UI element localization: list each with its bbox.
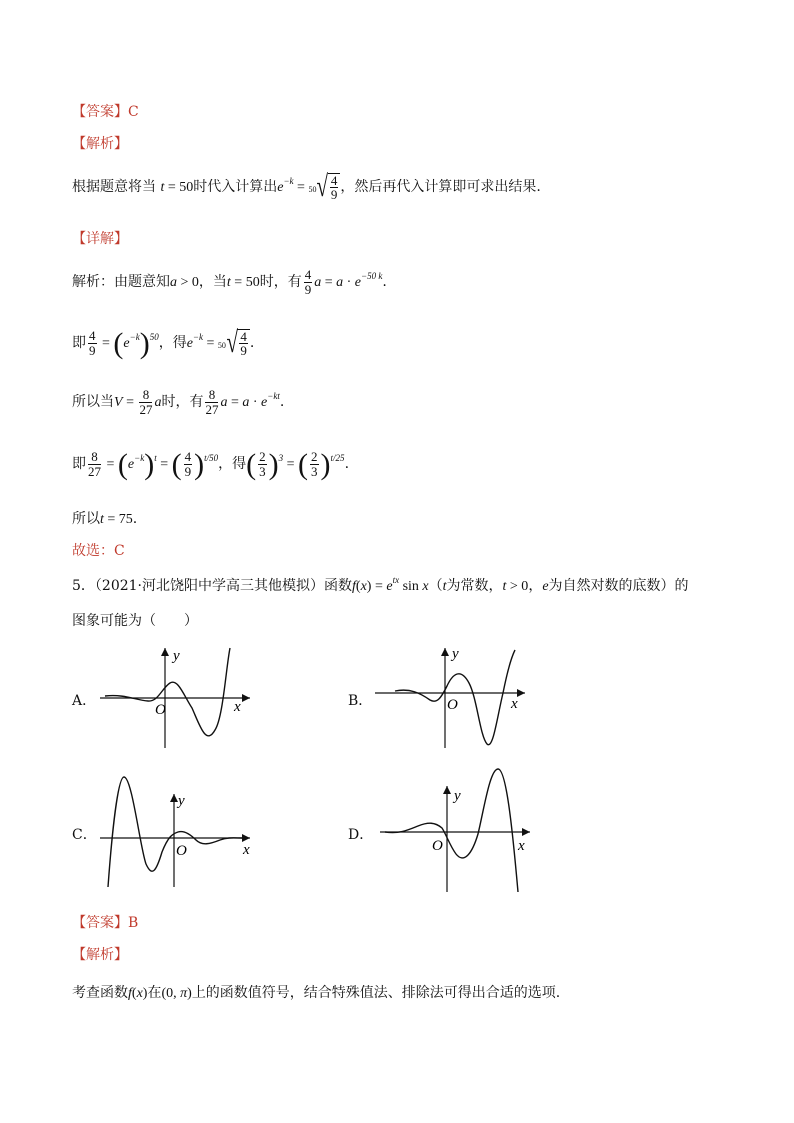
step-3: 所以当V = $\frac{8}{27}$ a时，有 $\frac{8}{27}$ $a = a \cdot e^{-kt}$.	[72, 387, 285, 417]
option-d-origin: O	[432, 838, 443, 854]
option-b-x-label: x	[511, 696, 518, 712]
answer-tag: 【答案】	[72, 104, 128, 120]
option-d-label: D．	[348, 827, 374, 843]
step-1: 解析：由题意知a > 0，当t = 50时，有 $\frac{4}{9}$ $a = a \cdot e^{-50 k}$.	[72, 267, 387, 297]
option-c-y-label: y	[178, 793, 185, 809]
option-c-x-label: x	[243, 842, 250, 858]
option-a-graph	[100, 648, 260, 748]
answer-line-2: 【答案】B	[72, 915, 139, 931]
option-d-y-label: y	[454, 788, 461, 804]
option-b-label: B．	[348, 693, 373, 709]
option-c-graph	[100, 772, 260, 892]
option-b-graph	[375, 648, 535, 748]
answer-line	[72, 101, 139, 121]
hint-line-2: 考查函数f(x)在(0, π)上的函数值符号，结合特殊值法、排除法可得出合适的选项.	[72, 985, 561, 1001]
option-c-label: C．	[72, 827, 97, 843]
step-2: 即 $\frac{4}{9}$ = $(e^{-k})^{50}$，得$e^{-k}$ = 50 √ $\frac{4}{9}$ .	[72, 326, 255, 360]
result-line: 故选：C	[72, 543, 125, 559]
hint-line: 根据题意将当 t = 50时代入计算出$e^{-k}$ = 50 √ $\frac{4}{9}$ ，然后再代入计算即可求出结果.	[72, 170, 541, 203]
analysis-tag: 【解析】	[72, 136, 128, 152]
question-5-line1: 5．（2021·河北饶阳中学高三其他模拟）函数$f(x) = e^{tx}$ sin x（t为常数，t > 0，e为自然对数的底数）的	[72, 575, 689, 594]
option-a-origin: O	[155, 702, 166, 718]
option-b-origin: O	[447, 697, 458, 713]
step-5: 所以t = 75.	[72, 511, 138, 527]
answer-value: C	[128, 104, 139, 120]
analysis-tag-2: 【解析】	[72, 947, 128, 963]
option-d-x-label: x	[518, 838, 525, 854]
option-b-y-label: y	[452, 646, 459, 662]
option-a-label: A．	[72, 693, 97, 709]
option-c-origin: O	[176, 843, 187, 859]
detail-tag: 【详解】	[72, 231, 128, 247]
option-d-graph	[380, 764, 540, 894]
option-a-y-label: y	[173, 648, 180, 664]
step-4: 即 $\frac{8}{27}$ = $(e^{-k})^t$ = ( $\frac{4}{9}$ )$^{t/50}$，得( $\frac{2}{3}$ )$^3$ = ( $\frac{2}{3}$ )$^{t/25}$.	[72, 448, 350, 481]
question-5-line2: 图象可能为（ ）	[72, 613, 198, 629]
option-a-x-label: x	[234, 699, 241, 715]
